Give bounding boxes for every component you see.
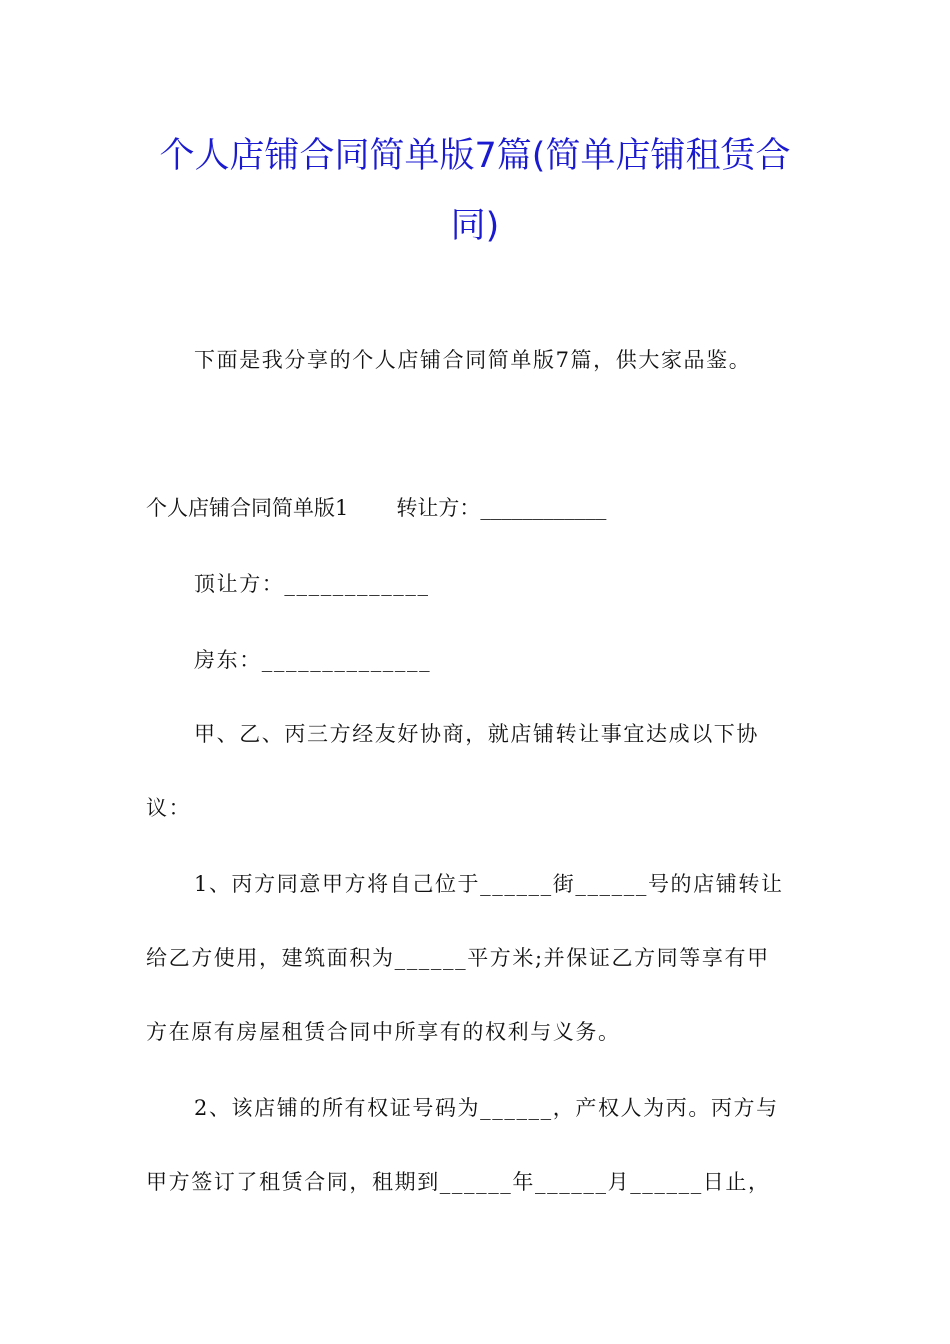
document-title-line-1: 个人店铺合同简单版7篇(简单店铺租赁合 xyxy=(159,136,791,176)
section-first-line xyxy=(146,494,606,522)
agreement-paragraph-line-2: 议： xyxy=(146,796,192,820)
document-title-line-2: 同) xyxy=(450,206,500,246)
transferor-field: 转让方：____________ xyxy=(396,496,607,520)
intro-paragraph: 下面是我分享的个人店铺合同简单版7篇，供大家品鉴。 xyxy=(194,348,752,372)
section-heading: 个人店铺合同简单版1 xyxy=(146,496,349,520)
clause-2-line-2: 甲方签订了租赁合同，租期到______年______月______日止， xyxy=(146,1170,771,1194)
clause-2-line-1: 2、该店铺的所有权证号码为______，产权人为丙。丙方与 xyxy=(194,1096,779,1120)
clause-1-line-1: 1、丙方同意甲方将自己位于______街______号的店铺转让 xyxy=(194,872,784,896)
clause-1-line-3: 方在原有房屋租赁合同中所享有的权利与义务。 xyxy=(146,1020,621,1044)
agreement-paragraph-line-1: 甲、乙、丙三方经友好协商，就店铺转让事宜达成以下协 xyxy=(194,722,759,746)
clause-1-line-2: 给乙方使用，建筑面积为______平方米;并保证乙方同等享有甲 xyxy=(146,946,770,970)
landlord-field: 房东：______________ xyxy=(194,648,432,672)
transferee-field: 顶让方：____________ xyxy=(194,572,430,596)
